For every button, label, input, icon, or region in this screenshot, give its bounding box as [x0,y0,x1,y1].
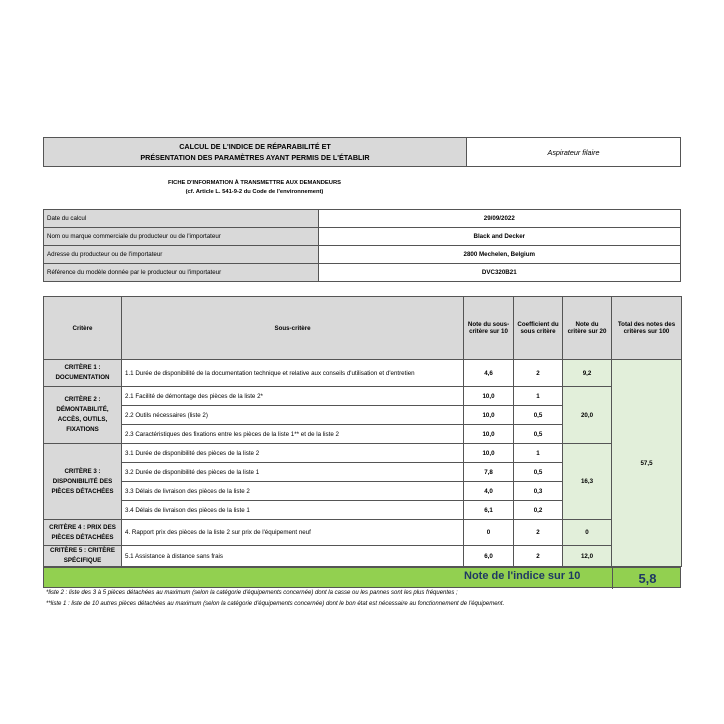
table-row [44,360,682,387]
subcriterion: 2.3 Caractéristiques des fixations entre les pièces de la liste 1** et de la liste 2 [122,425,464,444]
title-line-1: CALCUL DE L'INDICE DE RÉPARABILITÉ ET [179,142,331,151]
subtitle-line-1: FICHE D'INFORMATION À TRANSMETTRE AUX DEMANDEURS [167,180,342,186]
col-header-note10: Note du sous-critère sur 10 [464,297,514,360]
footnote-list-2: *liste 2 : liste des 3 à 5 pièces détachées au maximum (selon la catégorie d'équipements concernée) dont la casse ou les pannes sont les plus fréquentes ; [46,590,458,596]
coef: 2 [514,520,563,546]
note20: 20,0 [563,387,612,444]
criterion-label: CRITÈRE 5 : CRITÈRE SPÉCIFIQUE [44,546,122,567]
score-value: 5,8 [612,568,682,589]
note10: 6,0 [464,546,514,567]
subtitle-line-2: (cf. Article L. 541-9-2 du Code de l'environnement) [185,189,324,195]
coef: 0,2 [514,501,563,520]
table-row [44,387,682,406]
info-value: DVC320B21 [318,264,680,282]
coef: 1 [514,444,563,463]
subcriterion: 3.2 Durée de disponibilité des pièces de la liste 1 [122,463,464,482]
note20: 9,2 [563,360,612,387]
subcriterion: 3.3 Délais de livraison des pièces de la liste 2 [122,482,464,501]
subcriterion: 3.4 Délais de livraison des pièces de la liste 1 [122,501,464,520]
info-value: 2800 Mechelen, Belgium [318,246,680,264]
criterion-label: CRITÈRE 1 : DOCUMENTATION [44,360,122,387]
table-row [44,546,682,567]
info-table [43,209,681,282]
coef: 2 [514,546,563,567]
criterion-label: CRITÈRE 2 : DÉMONTABILITÉ, ACCÈS, OUTILS, FIXATIONS [44,387,122,444]
note10: 10,0 [464,444,514,463]
criterion-label: CRITÈRE 3 : DISPONIBILITÉ DES PIÈCES DÉTACHÉES [44,444,122,520]
note10: 7,8 [464,463,514,482]
note10: 6,1 [464,501,514,520]
table-row [44,520,682,546]
footnote-list-1: **liste 1 : liste de 10 autres pièces détachées au maximum (selon la catégorie d'équipements concernée) dont le bon état est nécessaire au fonctionnement de l'équipement. [46,601,505,607]
subcriterion: 1.1 Durée de disponibilité de la documentation technique et relative aux conseils d'utilisation et d'entretien [122,360,464,387]
coef: 0,3 [514,482,563,501]
document-title [44,138,467,167]
info-label: Référence du modèle donnée par le producteur ou l'importateur [44,264,319,282]
note10: 4,6 [464,360,514,387]
info-value: Black and Decker [318,228,680,246]
coef: 0,5 [514,463,563,482]
subcriterion: 5.1 Assistance à distance sans frais [122,546,464,567]
header-row [44,297,682,360]
coef: 1 [514,387,563,406]
subtitle [43,179,466,197]
coef: 0,5 [514,425,563,444]
criterion-label: CRITÈRE 4 : PRIX DES PIÈCES DÉTACHÉES [44,520,122,546]
subcriterion: 4. Rapport prix des pièces de la liste 2 sur prix de l'équipement neuf [122,520,464,546]
note10: 4,0 [464,482,514,501]
info-row [44,246,681,264]
score-footer [43,567,681,588]
info-row [44,210,681,228]
note20: 16,3 [563,444,612,520]
info-label: Adresse du producteur ou de l'importateur [44,246,319,264]
info-label: Nom ou marque commerciale du producteur ou de l'importateur [44,228,319,246]
info-row [44,264,681,282]
col-header-critere: Critère [44,297,122,360]
note10: 10,0 [464,425,514,444]
col-header-coef: Coefficient du sous critère [514,297,563,360]
subcriterion: 3.1 Durée de disponibilité des pièces de la liste 2 [122,444,464,463]
coef: 2 [514,360,563,387]
total100: 57,5 [612,360,682,567]
info-value: 29/09/2022 [318,210,680,228]
note10: 10,0 [464,387,514,406]
header-table [43,137,681,167]
coef: 0,5 [514,406,563,425]
note10: 0 [464,520,514,546]
note20: 12,0 [563,546,612,567]
table-row [44,444,682,463]
note10: 10,0 [464,406,514,425]
col-header-note20: Note du critère sur 20 [563,297,612,360]
col-header-sous-critere: Sous-critère [122,297,464,360]
score-label: Note de l'indice sur 10 [464,570,581,582]
info-label: Date du calcul [44,210,319,228]
note20: 0 [563,520,612,546]
subcriterion: 2.2 Outils nécessaires (liste 2) [122,406,464,425]
subcriterion: 2.1 Facilité de démontage des pièces de la liste 2* [122,387,464,406]
product-type: Aspirateur filaire [467,138,681,167]
info-row [44,228,681,246]
score-table [43,296,682,567]
col-header-total: Total des notes des critères sur 100 [612,297,682,360]
title-line-2: PRÉSENTATION DES PARAMÈTRES AYANT PERMIS DE L'ÉTABLIR [140,153,370,162]
